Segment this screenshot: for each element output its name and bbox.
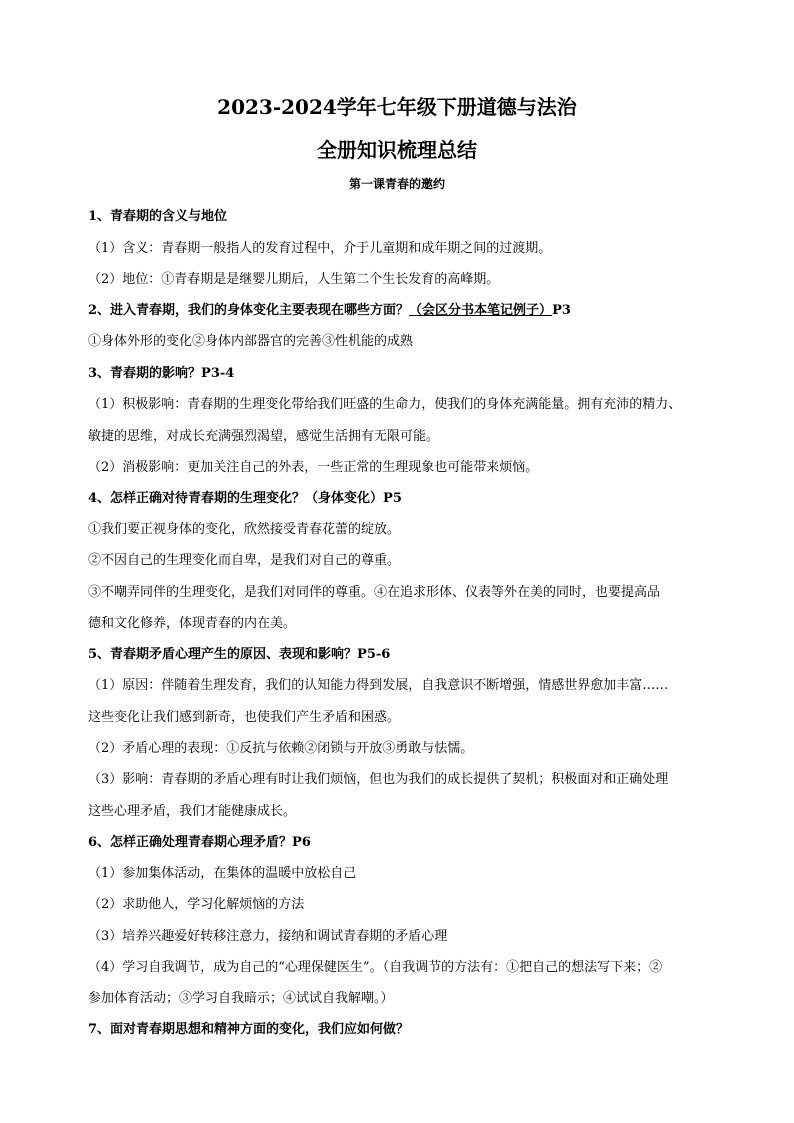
section-1-heading: 1、青春期的含义与地位: [88, 209, 228, 224]
section-4-heading: 4、怎样正确对待青春期的生理变化？（身体变化）P5: [88, 491, 402, 506]
section-6-line-2: （2）求助他人，学习化解烦恼的方法: [88, 897, 305, 912]
section-3-heading: 3、青春期的影响？P3-4: [88, 366, 235, 381]
section-5-line-5: 这些心理矛盾，我们才能健康成长。: [88, 804, 297, 819]
section-4-line-4: 德和文化修养，体现青春的内在美。: [88, 616, 297, 631]
section-2-line-1: ①身体外形的变化②身体内部器官的完善③性机能的成熟: [88, 334, 414, 349]
section-2-heading-page: P3: [552, 303, 571, 318]
section-2-heading-note: （会区分书本笔记例子）: [409, 303, 553, 318]
section-3-line-3: （2）消极影响：更加关注自己的外表，一些正常的生理现象也可能带来烦恼。: [88, 460, 539, 475]
section-4-line-2: ②不因自己的生理变化而自卑，是我们对自己的尊重。: [88, 553, 401, 568]
section-3-line-1: （1）积极影响：青春期的生理变化带给我们旺盛的生命力，使我们的身体充满能量。拥有充沛的精力、: [88, 397, 682, 412]
document-title-line2: 全册知识梳理总结: [317, 138, 477, 162]
section-1-line-2: （2）地位：①青春期是是继婴儿期后，人生第二个生长发育的高峰期。: [88, 272, 500, 287]
section-5-heading: 5、青春期矛盾心理产生的原因、表现和影响？P5-6: [88, 647, 391, 662]
document-title-line1: 2023-2024学年七年级下册道德与法治: [217, 95, 577, 119]
section-6-line-4: （4）学习自我调节，成为自己的“心理保健医生”。（自我调节的方法有：①把自己的想法写下来；②: [88, 960, 663, 975]
section-6-heading: 6、怎样正确处理青春期心理矛盾？P6: [88, 835, 311, 850]
section-5-line-2: 这些变化让我们感到新奇，也使我们产生矛盾和困惑。: [88, 710, 401, 725]
section-6-line-5: 参加体育活动；③学习自我暗示；④试试自我解嘲。）: [88, 991, 394, 1006]
section-5-line-1: （1）原因：伴随着生理发育，我们的认知能力得到发展，自我意识不断增强，情感世界愈加丰富……: [88, 678, 669, 693]
section-6-line-3: （3）培养兴趣爱好转移注意力，接纳和调试青春期的矛盾心理: [88, 929, 448, 944]
section-5-line-4: （3）影响：青春期的矛盾心理有时让我们烦恼，但也为我们的成长提供了契机；积极面对和正确处理: [88, 772, 669, 787]
section-7-heading: 7、面对青春期思想和精神方面的变化，我们应如何做？: [88, 1022, 410, 1037]
section-3-line-2: 敏捷的思维，对成长充满强烈渴望，感觉生活拥有无限可能。: [88, 429, 440, 444]
section-4-line-3: ③不嘲弄同伴的生理变化，是我们对同伴的尊重。④在追求形体、仪表等外在美的同时，也要提高品: [88, 585, 661, 600]
section-4-line-1: ①我们要正视身体的变化，欣然接受青春花蕾的绽放。: [88, 522, 401, 537]
lesson-title: 第一课青春的邀约: [348, 177, 445, 191]
section-2-heading-text: 2、进入青春期，我们的身体变化主要表现在哪些方面？: [88, 303, 410, 318]
section-1-line-1: （1）含义：青春期一般指人的发育过程中，介于儿童期和成年期之间的过渡期。: [88, 241, 552, 256]
section-6-line-1: （1）参加集体活动，在集体的温暖中放松自己: [88, 866, 357, 881]
section-2-heading: [88, 302, 571, 320]
section-5-line-3: （2）矛盾心理的表现：①反抗与依赖②闭锁与开放③勇敢与怯懦。: [88, 741, 474, 756]
